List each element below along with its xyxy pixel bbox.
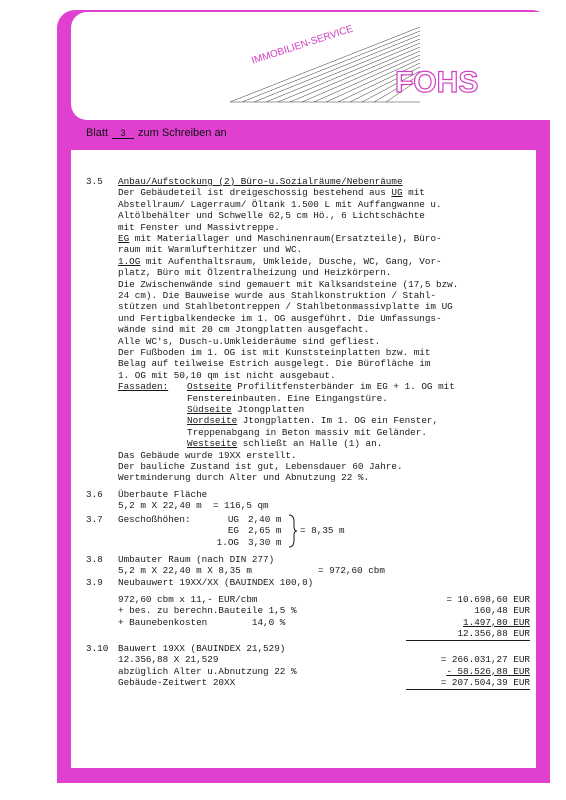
section-number: 3.10 [86,643,109,654]
text-line: wände sind mit 20 cm Jtongplatten ausgefacht. [118,324,370,336]
calc-line: abzüglich Alter u.Abnutzung 22 % [118,665,297,677]
text-line: 24 cm). Die Bauweise wurde aus Stahlkonstruktion / Stahl- [118,290,437,301]
calc-line: 12.356,88 X 21,529 [118,654,219,666]
floor-height: 2,40 m [248,514,282,525]
fassaden-label: Fassaden: [118,381,169,393]
floor-label: EG [227,525,239,537]
section-number: 3.7 [86,514,103,525]
frame-left [57,140,71,783]
frame-right [536,140,550,783]
calc-line: 972,60 cbm x 11,- EUR/cbm [118,594,258,605]
floor-height: 2,65 m [248,525,282,537]
section-title: Umbauter Raum (nach DIN 277) [118,554,275,565]
text-line: Treppenabgang in Beton massiv mit Geländer. [187,426,427,438]
brace-icon [288,514,298,548]
floor-label: 1.OG [216,536,239,548]
text-line: Die Zwischenwände sind gemauert mit Kalksandsteine (17,5 bzw. [118,278,459,290]
text-line: stützen und Stahlbetontreppen / Stahlbetonmassivplatte im UG [118,301,453,313]
text-line: Südseite Jtongplatten [187,404,305,415]
frame-bottom [57,768,550,783]
text-line: Altölbehälter und Schwelle 62,5 cm Hö., 6 Lichtschächte [118,210,425,222]
logo-letter: FOHS [395,66,479,99]
section-number: 3.9 [86,577,103,588]
logo-brand-text: IMMOBILIEN-SERVICE [250,23,355,67]
calc-line: Gebäude-Zeitwert 20XX [118,677,236,689]
calc-line: 5,2 m X 22,40 m = 116,5 qm [118,500,269,512]
text-line: Ostseite Profilitfensterbänder im EG + 1. OG mit [187,381,455,393]
text-line: Der bauliche Zustand ist gut, Lebensdauer 60 Jahre. [118,461,403,472]
text-line: Westseite schließt an Halle (1) an. [187,438,383,450]
text-line: Der Fußboden im 1. OG ist mit Kunststeinplatten bzw. mit [118,347,431,358]
text-line: 1. OG mit 50,10 qm ist nicht ausgebaut. [118,369,336,381]
section-title: Überbaute Fläche [118,489,208,500]
amount: = 10.698,60 EUR [446,594,530,605]
calc-line: 5,2 m X 22,40 m X 8,35 m [118,565,252,577]
height-total: = 8,35 m [300,525,345,537]
blatt-label [86,127,227,139]
floor-label: UG [227,514,239,525]
text-line: Fenstereinbauten. Eine Eingangstüre. [187,392,388,404]
text-line: platz, Büro mit Ölzentralheizung und Heizkörpern. [118,267,392,279]
section-title: Bauwert 19XX (BAUINDEX 21,529) [118,643,286,654]
company-logo [220,22,540,117]
calc-result: = 972,60 cbm [318,565,385,577]
section-number: 3.5 [86,176,103,187]
amount: = 266.031,27 EUR [440,654,530,666]
blatt-word: Blatt [86,127,109,139]
calc-line: + Baunebenkosten 14,0 % [118,616,286,628]
floor-height: 3,30 m [248,536,282,548]
calc-line: + bes. zu berechn.Bauteile 1,5 % [118,605,297,617]
text-line: 1.OG mit Aufenthaltsraum, Umkleide, Dusche, WC, Gang, Vor- [118,255,442,267]
text-line: EG mit Materiallager und Maschinenraum(Ersatzteile), Büro- [118,233,442,244]
section-title: Neubauwert 19XX/XX (BAUINDEX 100,0) [118,577,314,588]
section-title: Anbau/Aufstockung (2) Büro-u.Sozialräume/Nebenräume [118,176,403,187]
blatt-suffix: zum Schreiben an [138,127,227,139]
amount: 1.497,80 EUR [463,616,530,628]
amount: 160,48 EUR [474,605,530,617]
text-line: Das Gebäude wurde 19XX erstellt. [118,449,297,461]
text-line: und Fertigbalkendecke im 1. OG ausgeführt. Die Umfassungs- [118,312,442,324]
text-line: Alle WC's, Dusch-u.Umkleideräume sind gefliest. [118,335,381,347]
amount: - 58.526,88 EUR [446,665,530,677]
text-line: Nordseite Jtongplatten. Im 1. OG ein Fenster, [187,415,439,427]
text-line: mit Fenster und Massivtreppe. [118,221,280,233]
text-line: Belag auf teilweise Estrich ausgelegt. Die Bürofläche im [118,358,431,370]
text-line: Der Gebäudeteil ist dreigeschossig bestehend aus UG mit [118,187,425,199]
amount-total: 12.356,88 EUR [406,628,530,640]
amount-total: = 207.504,39 EUR [406,677,530,689]
blatt-number: 3 [112,128,134,139]
text-line: raum mit Warmlufterhitzer und WC. [118,244,303,256]
section-number: 3.8 [86,554,103,565]
section-title: Geschoßhöhen: [118,514,191,525]
text-line: Abstellraum/ Lagerraum/ Öltank 1.500 L mit Auffangwanne u. [118,198,442,210]
text-line: Wertminderung durch Alter und Abnutzung 22 %. [118,472,370,484]
section-number: 3.6 [86,489,103,500]
